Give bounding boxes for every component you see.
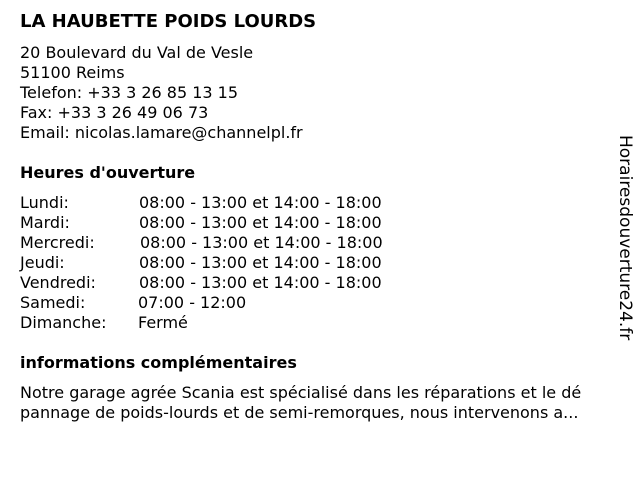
contact-block — [20, 43, 303, 143]
additional-info-heading: informations complémentaires — [20, 353, 297, 372]
day-label: Mardi: — [20, 213, 70, 232]
day-label: Lundi: — [20, 193, 69, 212]
time-range: Fermé — [138, 313, 188, 332]
additional-info-text — [20, 383, 628, 423]
info-line: Notre garage agrée Scania est spécialisé dans les réparations et le dé — [20, 383, 582, 402]
day-label: Samedi: — [20, 293, 86, 312]
time-range: 08:00 - 13:00 et 14:00 - 18:00 — [139, 213, 382, 232]
time-range: 08:00 - 13:00 et 14:00 - 18:00 — [140, 233, 383, 252]
email-address: Email: nicolas.lamare@channelpl.fr — [20, 123, 303, 142]
address-street: 20 Boulevard du Val de Vesle — [20, 43, 254, 62]
business-name: LA HAUBETTE POIDS LOURDS — [20, 11, 317, 32]
day-label: Jeudi: — [20, 253, 65, 272]
time-range: 07:00 - 12:00 — [138, 293, 247, 312]
time-range: 08:00 - 13:00 et 14:00 - 18:00 — [139, 193, 382, 212]
day-label: Vendredi: — [20, 273, 96, 292]
day-label: Mercredi: — [20, 233, 95, 252]
site-watermark: Horairesdouverture24.fr — [615, 135, 635, 341]
day-label: Dimanche: — [20, 313, 107, 332]
time-range: 08:00 - 13:00 et 14:00 - 18:00 — [139, 273, 382, 292]
fax-number: Fax: +33 3 26 49 06 73 — [20, 103, 209, 122]
info-line: pannage de poids-lourds et de semi-remorques, nous intervenons a... — [20, 403, 579, 422]
address-city: 51100 Reims — [20, 63, 125, 82]
time-range: 08:00 - 13:00 et 14:00 - 18:00 — [139, 253, 382, 272]
phone-number: Telefon: +33 3 26 85 13 15 — [20, 83, 239, 102]
opening-hours-heading: Heures d'ouverture — [20, 163, 196, 182]
